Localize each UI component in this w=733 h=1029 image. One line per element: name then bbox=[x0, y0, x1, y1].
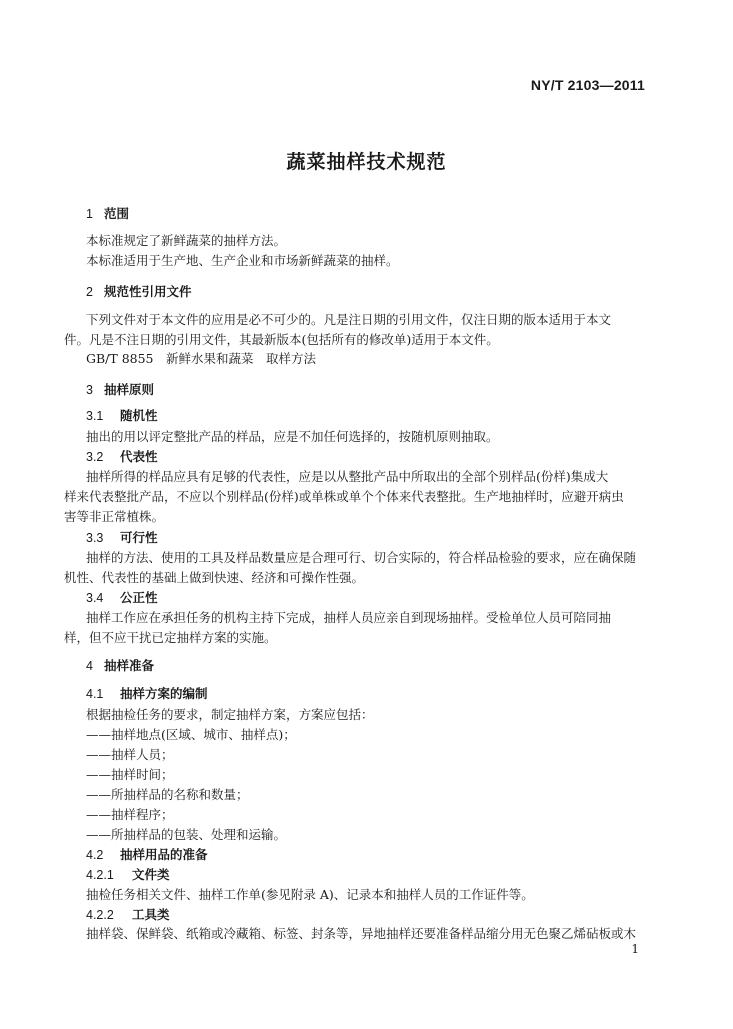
heading-number: 2 bbox=[86, 285, 93, 299]
paragraph: 抽样工作应在承担任务的机构主持下完成，抽样人员应亲自到现场抽样。受检单位人员可陪同抽 bbox=[86, 610, 612, 625]
heading-number: 3 bbox=[86, 383, 93, 397]
heading-text: 随机性 bbox=[120, 408, 158, 423]
heading-number: 4 bbox=[86, 659, 93, 673]
paragraph-continued: 件。凡是不注日期的引用文件，其最新版本(包括所有的修改单)适用于本文件。 bbox=[64, 332, 499, 347]
heading-text: 抽样准备 bbox=[104, 658, 155, 673]
list-item: ——抽样地点(区域、城市、抽样点)； bbox=[86, 727, 296, 742]
heading-text: 规范性引用文件 bbox=[104, 284, 192, 299]
heading-text: 范围 bbox=[104, 206, 130, 221]
heading-text: 抽样原则 bbox=[104, 382, 155, 397]
standard-code: NY/T 2103—2011 bbox=[530, 77, 645, 93]
heading-3-3 bbox=[86, 529, 158, 547]
paragraph: 抽检任务相关文件、抽样工作单(参见附录 A)、记录本和抽样人员的工作证件等。 bbox=[86, 887, 534, 902]
paragraph-continued: 样，但不应干扰已定抽样方案的实施。 bbox=[64, 630, 277, 645]
page-number: 1 bbox=[631, 942, 639, 956]
paragraph: 本标准适用于生产地、生产企业和市场新鲜蔬菜的抽样。 bbox=[86, 253, 399, 268]
heading-text: 可行性 bbox=[120, 530, 158, 545]
heading-4 bbox=[86, 657, 154, 675]
heading-number: 4.2.1 bbox=[86, 868, 114, 882]
heading-text: 代表性 bbox=[120, 449, 158, 464]
heading-text: 文件类 bbox=[132, 867, 170, 882]
heading-text: 抽样方案的编制 bbox=[120, 686, 208, 701]
paragraph-continued: 害等非正常植株。 bbox=[64, 509, 165, 524]
heading-4-2-1 bbox=[86, 866, 170, 884]
heading-4-1 bbox=[86, 685, 208, 703]
heading-text: 工具类 bbox=[132, 907, 170, 922]
paragraph: 本标准规定了新鲜蔬菜的抽样方法。 bbox=[86, 233, 287, 248]
list-item: ——抽样人员； bbox=[86, 747, 174, 762]
page-title: 蔬菜抽样技术规范 bbox=[286, 151, 447, 173]
paragraph: 抽出的用以评定整批产品的样品，应是不加任何选择的，按随机原则抽取。 bbox=[86, 429, 499, 444]
paragraph: 抽样的方法、使用的工具及样品数量应是合理可行、切合实际的，符合样品检验的要求，应在确保随 bbox=[86, 550, 637, 565]
list-item: ——抽样程序； bbox=[86, 807, 174, 822]
heading-text: 抽样用品的准备 bbox=[120, 847, 208, 862]
heading-number: 3.4 bbox=[86, 591, 104, 605]
heading-number: 3.3 bbox=[86, 531, 104, 545]
heading-number: 4.2.2 bbox=[86, 908, 114, 922]
paragraph: 抽样袋、保鲜袋、纸箱或冷藏箱、标签、封条等，异地抽样还要准备样品缩分用无色聚乙烯砧板或木 bbox=[86, 926, 637, 941]
list-item: ——所抽样品的名称和数量； bbox=[86, 787, 249, 802]
paragraph-continued: 样来代表整批产品，不应以个别样品(份样)或单株或单个个体来代表整批。生产地抽样时，应避开病虫 bbox=[64, 489, 624, 504]
heading-4-2 bbox=[86, 846, 208, 864]
list-item: ——所抽样品的包装、处理和运输。 bbox=[86, 827, 287, 842]
heading-number: 4.2 bbox=[86, 848, 104, 862]
heading-number: 3.2 bbox=[86, 450, 104, 464]
heading-3-2 bbox=[86, 448, 158, 466]
heading-number: 1 bbox=[86, 207, 93, 221]
heading-4-2-2 bbox=[86, 906, 170, 924]
list-item: ——抽样时间； bbox=[86, 767, 174, 782]
heading-3-1 bbox=[86, 407, 158, 425]
heading-1 bbox=[86, 205, 129, 223]
heading-number: 3.1 bbox=[86, 409, 104, 423]
paragraph: 根据抽检任务的要求，制定抽样方案，方案应包括： bbox=[86, 707, 374, 722]
reference-item: GB/T 8855 新鲜水果和蔬菜 取样方法 bbox=[86, 351, 317, 366]
heading-text: 公正性 bbox=[120, 590, 158, 605]
heading-3-4 bbox=[86, 589, 158, 607]
paragraph: 下列文件对于本文件的应用是必不可少的。凡是注日期的引用文件，仅注日期的版本适用于本文 bbox=[86, 312, 612, 327]
paragraph-continued: 机性、代表性的基础上做到快速、经济和可操作性强。 bbox=[64, 570, 365, 585]
heading-number: 4.1 bbox=[86, 687, 104, 701]
heading-2 bbox=[86, 283, 192, 301]
heading-3 bbox=[86, 381, 154, 399]
paragraph: 抽样所得的样品应具有足够的代表性，应是以从整批产品中所取出的全部个别样品(份样)集成大 bbox=[86, 469, 609, 484]
